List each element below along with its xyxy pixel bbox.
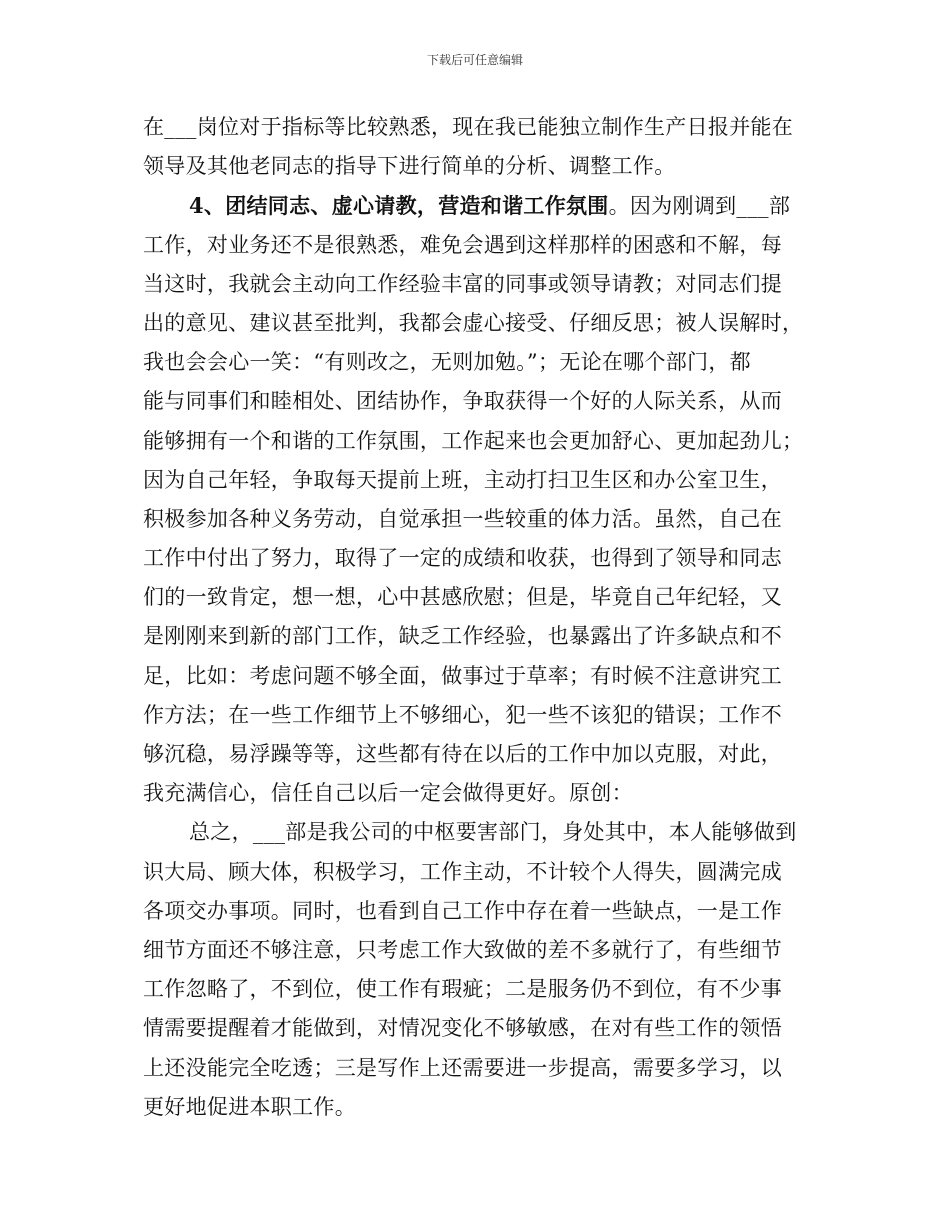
text-line: 上还没能完全吃透；三是写作上还需要进一步提高，需要多学习，以 [143, 1055, 782, 1080]
text-line: 当这时，我就会主动向工作经验丰富的同事或领导请教；对同志们提 [143, 271, 782, 296]
document-body [143, 108, 823, 1127]
text-line: 足，比如：考虑问题不够全面，做事过于草率；有时候不注意讲究工 [143, 663, 782, 688]
text-line: 是刚刚来到新的部门工作，缺乏工作经验，也暴露出了许多缺点和不 [143, 624, 782, 649]
text-line: 能与同事们和睦相处、团结协作，争取获得一个好的人际关系，从而 [143, 389, 782, 414]
page-header: 下载后可任意编辑 [426, 53, 523, 67]
text-line: 够沉稳，易浮躁等等，这些都有待在以后的工作中加以克服，对此， [143, 742, 782, 766]
paragraph-unity [143, 186, 823, 813]
text-line: 领导及其他老同志的指导下进行简单的分析、调整工作。 [143, 154, 676, 179]
text-line: 更好地促进本职工作。 [143, 1094, 356, 1119]
text-line [143, 186, 823, 225]
paragraph-summary [143, 813, 823, 1127]
text-line: 积极参加各种义务劳动，自觉承担一些较重的体力活。虽然，自己在 [143, 506, 782, 531]
text-line: 因为自己年轻，争取每天提前上班，主动打扫卫生区和办公室卫生， [143, 467, 782, 492]
heading-line-rest: 。因为刚调到___部 [608, 194, 791, 219]
text-line: 情需要提醒着才能做到，对情况变化不够敏感，在对有些工作的领悟 [143, 1016, 782, 1041]
text-line: 总之，___部是我公司的中枢要害部门，身处其中，本人能够做到 [189, 820, 797, 845]
text-line: 工作忽略了，不到位，使工作有瑕疵；二是服务仍不到位，有不少事 [143, 977, 782, 1002]
text-line: 各项交办事项。同时，也看到自己工作中存在着一些缺点，一是工作 [143, 898, 782, 923]
section-heading: 4、团结同志、虚心请教，营造和谐工作氛围 [189, 193, 609, 219]
paragraph-continuation [143, 108, 823, 186]
text-line: 我充满信心，信任自己以后一定会做得更好。原创： [143, 781, 633, 806]
text-line: 细节方面还不够注意，只考虑工作大致做的差不多就行了，有些细节 [143, 937, 782, 962]
text-line: 工作中付出了努力，取得了一定的成绩和收获，也得到了领导和同志 [143, 546, 782, 571]
text-line: 我也会会心一笑：“有则改之，无则加勉。”；无论在哪个部门，都 [143, 350, 751, 375]
text-line: 出的意见、建议甚至批判，我都会虚心接受、仔细反思；被人误解时， [143, 310, 804, 335]
text-line: 工作，对业务还不是很熟悉，难免会遇到这样那样的困惑和不解，每 [143, 232, 782, 257]
text-line: 作方法；在一些工作细节上不够细心，犯一些不该犯的错误；工作不 [143, 702, 782, 727]
text-line: 识大局、顾大体，积极学习，工作主动，不计较个人得失，圆满完成 [143, 859, 782, 884]
text-line: 能够拥有一个和谐的工作氛围，工作起来也会更加舒心、更加起劲儿； [143, 428, 804, 453]
text-line: 在___岗位对于指标等比较熟悉，现在我已能独立制作生产日报并能在 [143, 115, 794, 139]
text-line: 们的一致肯定，想一想，心中甚感欣慰；但是，毕竟自己年纪轻，又 [143, 585, 782, 610]
